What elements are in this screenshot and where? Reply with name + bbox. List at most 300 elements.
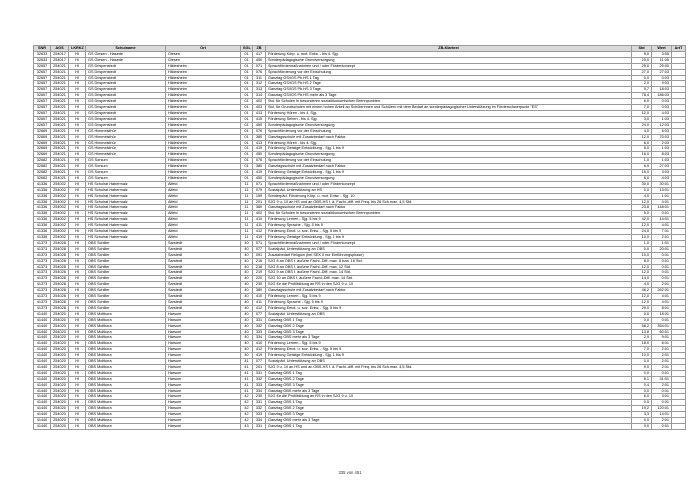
cell-schulname: OBS Moltkora: [86, 353, 166, 359]
cell-zb: 419: [253, 235, 266, 241]
cell-wert: 4:01: [652, 223, 672, 229]
cell-snr: 41440: [34, 353, 51, 359]
column-header-std: Std: [632, 46, 652, 52]
allocation-table: [33, 45, 686, 430]
cell-ags: 254021: [51, 69, 69, 75]
cell-ags: 254002: [51, 199, 69, 205]
cell-wert: 4:01: [652, 299, 672, 305]
cell-snr: 41440: [34, 311, 51, 317]
cell-ort: Sarstedt: [166, 258, 241, 264]
cell-sgl: 11: [241, 235, 253, 241]
cell-zb-klartext: Sonderpädagogische Grundversorgung: [266, 57, 632, 63]
cell-zb-klartext: Ganztag OBS 2 Tage: [266, 406, 632, 412]
cell-sgl: 01: [241, 63, 253, 69]
cell-ort: Harsum: [166, 329, 241, 335]
cell-ort: Hildesheim: [166, 140, 241, 146]
cell-sgl: 42: [241, 406, 253, 412]
cell-lkrkz: HI: [69, 152, 86, 158]
cell-sgl: 41: [241, 359, 253, 365]
cell-wert: 30:01: [652, 181, 672, 187]
cell-ags: 254002: [51, 211, 69, 217]
cell-ags: 254021: [51, 134, 69, 140]
cell-zb: 332: [253, 376, 266, 382]
cell-lkrkz: HI: [69, 329, 86, 335]
cell-zb: 403: [253, 105, 266, 111]
cell-ort: Sarstedt: [166, 276, 241, 282]
cell-snr: 32669: [34, 134, 51, 140]
cell-snr: 41440: [34, 359, 51, 365]
cell-wert: 2:01: [652, 282, 672, 288]
cell-wert: 148:01: [652, 205, 672, 211]
cell-snr: 41373: [34, 270, 51, 276]
cell-lkrkz: HI: [69, 317, 86, 323]
cell-ort: Hildesheim: [166, 152, 241, 158]
cell-wert: 0:01: [652, 258, 672, 264]
cell-ort: Harsum: [166, 412, 241, 418]
cell-schulname: OBS Schiller: [86, 264, 166, 270]
cell-std: 16,0: [632, 152, 652, 158]
cell-ags: 254028: [51, 264, 69, 270]
cell-std: 12,0: [632, 294, 652, 300]
cell-ort: Hildesheim: [166, 105, 241, 111]
cell-sgl: 01: [241, 93, 253, 99]
cell-ort: Sarstedt: [166, 246, 241, 252]
cell-ags: 254028: [51, 299, 69, 305]
cell-sgl: 40: [241, 276, 253, 282]
cell-sgl: 01: [241, 51, 253, 57]
cell-snr: 32657: [34, 116, 51, 122]
cell-wert: 31:01: [652, 376, 672, 382]
cell-sgl: 01: [241, 128, 253, 134]
cell-std: 12,0: [632, 199, 652, 205]
cell-std: 9,0: [632, 51, 652, 57]
cell-ort: Hildesheim: [166, 87, 241, 93]
cell-wert: 11:05: [652, 57, 672, 63]
cell-ags: 254021: [51, 93, 69, 99]
cell-wert: 18:03: [652, 87, 672, 93]
cell-zb-klartext: Förderung Emot. u. soz. Entw. - Sjg. 5 bis 9: [266, 305, 632, 311]
cell-wert: 13:01: [652, 187, 672, 193]
cell-snr: 41440: [34, 335, 51, 341]
cell-zb: 332: [253, 323, 266, 329]
cell-zb-klartext: Zusatzbedarf Religion (bei SEK II nur Einführungsphase): [266, 252, 632, 258]
cell-snr: 41440: [34, 394, 51, 400]
cell-wert: 27:03: [652, 164, 672, 170]
cell-wert: 0:01: [652, 424, 672, 430]
cell-wert: 0:03: [652, 75, 672, 81]
cell-lkrkz: HI: [69, 235, 86, 241]
cell-ort: Harsum: [166, 370, 241, 376]
cell-schulname: OBS Schiller: [86, 246, 166, 252]
cell-snr: 32682: [34, 158, 51, 164]
cell-zb-klartext: Förderung Geistige Entwicklung - Sjg. 1 bis 9: [266, 146, 632, 152]
cell-std: 3,0: [632, 116, 652, 122]
cell-ags: 254021: [51, 110, 69, 116]
cell-lkrkz: HI: [69, 382, 86, 388]
column-header-schulname: Schulname: [86, 46, 166, 52]
cell-ort: Harsum: [166, 311, 241, 317]
cell-snr: 32669: [34, 152, 51, 158]
cell-ort: Alfeld: [166, 211, 241, 217]
cell-ags: 254020: [51, 311, 69, 317]
cell-schulname: OBS Moltkora: [86, 359, 166, 365]
cell-wert: 8:03: [652, 152, 672, 158]
cell-ags: 254020: [51, 359, 69, 365]
cell-lkrkz: HI: [69, 246, 86, 252]
cell-lkrkz: HI: [69, 347, 86, 353]
cell-lkrkz: HI: [69, 93, 86, 99]
cell-zb-klartext: SJG 9 an OBS f. äußere Fachl.-Diff. max. 14 Std.: [266, 270, 632, 276]
cell-wert: 3:03: [652, 170, 672, 176]
cell-zb: 380: [253, 164, 266, 170]
page-number: 335 von 451: [338, 470, 362, 475]
cell-snr: 41336: [34, 217, 51, 223]
cell-sgl: 01: [241, 99, 253, 105]
cell-zb-klartext: Ganztag OBS 1 Tag: [266, 424, 632, 430]
cell-ags: 254002: [51, 235, 69, 241]
cell-schulname: GS Drispenstedt: [86, 116, 166, 122]
cell-zb: 410: [253, 294, 266, 300]
cell-ags: 254020: [51, 412, 69, 418]
cell-lkrkz: HI: [69, 140, 86, 146]
cell-zb: 076: [253, 128, 266, 134]
cell-zb: 402: [253, 211, 266, 217]
cell-zb: 218: [253, 264, 266, 270]
cell-schulname: GS Drispenstedt: [86, 69, 166, 75]
column-header-wert: Wert: [652, 46, 672, 52]
cell-schulname: OBS Moltkora: [86, 329, 166, 335]
cell-ort: Harsum: [166, 323, 241, 329]
cell-ags: 254020: [51, 347, 69, 353]
cell-sgl: 40: [241, 341, 253, 347]
cell-snr: 32669: [34, 128, 51, 134]
cell-wert: 2:01: [652, 382, 672, 388]
cell-zb-klartext: Std. für Schulen in besonderen sozialökonomischen Brennpunkten: [266, 99, 632, 105]
cell-zb: 450: [253, 57, 266, 63]
cell-zb-klartext: Ganztag OBS 3 Tage: [266, 382, 632, 388]
cell-ort: Hildesheim: [166, 69, 241, 75]
cell-zb-klartext: Sonderpädagogische Grundversorgung: [266, 175, 632, 181]
cell-schulname: OBS Moltkora: [86, 406, 166, 412]
cell-lkrkz: HI: [69, 75, 86, 81]
cell-sgl: 40: [241, 335, 253, 341]
cell-sgl: 01: [241, 122, 253, 128]
cell-sgl: 40: [241, 240, 253, 246]
cell-ort: Sarstedt: [166, 240, 241, 246]
cell-zb: 331: [253, 400, 266, 406]
cell-zb: 334: [253, 418, 266, 424]
cell-zb-klartext: Förderung Geistige Entwicklung - Sjg. 1 bis 9: [266, 235, 632, 241]
cell-std: 10,0: [632, 235, 652, 241]
cell-zb-klartext: Ganztag OBS mehr als 3 Tage: [266, 418, 632, 424]
cell-snr: 41373: [34, 246, 51, 252]
cell-sgl: 01: [241, 57, 253, 63]
cell-sgl: 11: [241, 229, 253, 235]
cell-sgl: 01: [241, 164, 253, 170]
cell-zb: 332: [253, 406, 266, 412]
cell-ort: Harsum: [166, 382, 241, 388]
cell-ort: Hildesheim: [166, 93, 241, 99]
cell-lkrkz: HI: [69, 81, 86, 87]
cell-snr: 32669: [34, 146, 51, 152]
cell-snr: 41440: [34, 418, 51, 424]
cell-schulname: HS Schulrat Habermalz: [86, 229, 166, 235]
cell-zb-klartext: Sonderpädagogische Grundversorgung: [266, 152, 632, 158]
cell-ort: Sarstedt: [166, 294, 241, 300]
cell-sgl: 40: [241, 258, 253, 264]
cell-sgl: 01: [241, 152, 253, 158]
cell-zb: 201: [253, 364, 266, 370]
cell-sgl: 40: [241, 305, 253, 311]
cell-lkrkz: HI: [69, 158, 86, 164]
cell-ort: Alfeld: [166, 235, 241, 241]
cell-ags: 254020: [51, 317, 69, 323]
cell-sgl: 01: [241, 105, 253, 111]
cell-ort: Harsum: [166, 406, 241, 412]
cell-std: 12,0: [632, 223, 652, 229]
cell-snr: 41336: [34, 223, 51, 229]
cell-std: 3,3: [632, 412, 652, 418]
cell-zb-klartext: Sozialpäd. Unterstützung an HS: [266, 187, 632, 193]
cell-zb-klartext: Förderung Hören - bis 4. Sjg.: [266, 140, 632, 146]
cell-zb: 076: [253, 158, 266, 164]
cell-zb-klartext: Förderung Hören - bis 4. Sjg.: [266, 110, 632, 116]
cell-std: 8,0: [632, 175, 652, 181]
cell-zb-klartext: Förderung Lernen - Sjg. 5 bis 9: [266, 294, 632, 300]
cell-schulname: OBS Schiller: [86, 288, 166, 294]
cell-zb: 333: [253, 382, 266, 388]
cell-schulname: GS Sorsum: [86, 164, 166, 170]
cell-zb: 077: [253, 246, 266, 252]
cell-lkrkz: HI: [69, 412, 86, 418]
cell-zb: 219: [253, 270, 266, 276]
cell-lkrkz: HI: [69, 264, 86, 270]
cell-wert: 25:00: [652, 63, 672, 69]
cell-snr: 32657: [34, 105, 51, 111]
cell-zb-klartext: Förderung Geistige Entwicklung - Sjg. 1 bis 9: [266, 170, 632, 176]
cell-zb: 071: [253, 63, 266, 69]
cell-sgl: 41: [241, 370, 253, 376]
cell-wert: 0:03: [652, 105, 672, 111]
cell-ags: 254020: [51, 364, 69, 370]
cell-ags: 254017: [51, 57, 69, 63]
cell-std: 29,0: [632, 305, 652, 311]
cell-snr: 32633: [34, 51, 51, 57]
cell-schulname: GS Giesen - Hasede: [86, 51, 166, 57]
cell-zb: 411: [253, 299, 266, 305]
cell-zb: 331: [253, 317, 266, 323]
cell-std: 0,0: [632, 400, 652, 406]
cell-schulname: OBS Schiller: [86, 240, 166, 246]
cell-zb: 417: [253, 51, 266, 57]
cell-std: 14,0: [632, 276, 652, 282]
cell-zb-klartext: Sozialpäd. Unterstützung an OBS: [266, 246, 632, 252]
cell-wert: 1:03: [652, 158, 672, 164]
cell-zb-klartext: Ganztagsschule mit Zusatzbedarf nach Faktor: [266, 288, 632, 294]
cell-lkrkz: HI: [69, 63, 86, 69]
cell-ort: Sarstedt: [166, 252, 241, 258]
cell-wert: 12:03: [652, 122, 672, 128]
cell-snr: 41336: [34, 235, 51, 241]
cell-lkrkz: HI: [69, 424, 86, 430]
cell-schulname: GS Sorsum: [86, 158, 166, 164]
cell-zb: 413: [253, 140, 266, 146]
cell-sgl: 11: [241, 181, 253, 187]
cell-snr: 41440: [34, 341, 51, 347]
cell-lkrkz: HI: [69, 51, 86, 57]
cell-schulname: GS Drispenstedt: [86, 105, 166, 111]
cell-ort: Hildesheim: [166, 158, 241, 164]
cell-ags: 254020: [51, 353, 69, 359]
cell-sgl: 41: [241, 382, 253, 388]
cell-snr: 41373: [34, 282, 51, 288]
cell-snr: 41373: [34, 299, 51, 305]
cell-wert: 2:03: [652, 140, 672, 146]
cell-snr: 41440: [34, 329, 51, 335]
cell-zb-klartext: Sozialpäd. Unterstützung an OBS: [266, 359, 632, 365]
cell-ags: 254021: [51, 128, 69, 134]
cell-ort: Hildesheim: [166, 110, 241, 116]
cell-zb: 076: [253, 69, 266, 75]
cell-zb-klartext: Ganztag GS/IGS Pb.HS 3 Tage: [266, 87, 632, 93]
cell-lkrkz: HI: [69, 229, 86, 235]
cell-zb: 312: [253, 81, 266, 87]
cell-std: 19,2: [632, 406, 652, 412]
cell-schulname: GS Drispenstedt: [86, 75, 166, 81]
cell-sgl: 11: [241, 211, 253, 217]
cell-ags: 254021: [51, 116, 69, 122]
cell-zb-klartext: Ganztag OBS 1 Tag: [266, 370, 632, 376]
cell-wert: 2:01: [652, 359, 672, 365]
cell-sgl: 11: [241, 217, 253, 223]
cell-schulname: GS Drispenstedt: [86, 93, 166, 99]
cell-sgl: 11: [241, 193, 253, 199]
cell-wert: 3:01: [652, 394, 672, 400]
cell-snr: 32657: [34, 69, 51, 75]
cell-ort: Hildesheim: [166, 75, 241, 81]
cell-zb: 071: [253, 240, 266, 246]
cell-ags: 254020: [51, 382, 69, 388]
cell-wert: 0:01: [652, 370, 672, 376]
cell-snr: 41336: [34, 187, 51, 193]
cell-ort: Hildesheim: [166, 146, 241, 152]
cell-ags: 254021: [51, 122, 69, 128]
cell-wert: 8:01: [652, 305, 672, 311]
cell-zb: 380: [253, 288, 266, 294]
cell-zb: 411: [253, 223, 266, 229]
cell-std: 6,0: [632, 99, 652, 105]
cell-sgl: 40: [241, 329, 253, 335]
cell-sgl: 43: [241, 424, 253, 430]
cell-snr: 41440: [34, 364, 51, 370]
cell-wert: 27:03: [652, 69, 672, 75]
table-body: [34, 51, 686, 429]
cell-wert: 6:03: [652, 128, 672, 134]
cell-wert: 70:03: [652, 134, 672, 140]
cell-ags: 254021: [51, 81, 69, 87]
cell-ags: 254021: [51, 175, 69, 181]
cell-zb: 314: [253, 93, 266, 99]
cell-std: 42,0: [632, 217, 652, 223]
cell-ort: Hildesheim: [166, 63, 241, 69]
cell-ags: 254020: [51, 418, 69, 424]
cell-ort: Hildesheim: [166, 128, 241, 134]
cell-std: 58,2: [632, 323, 652, 329]
cell-wert: 0:01: [652, 388, 672, 394]
cell-ort: Alfeld: [166, 229, 241, 235]
cell-ags: 254017: [51, 51, 69, 57]
cell-zb: 450: [253, 175, 266, 181]
cell-schulname: GS Himmelsthür: [86, 146, 166, 152]
cell-schulname: HS Schulrat Habermalz: [86, 223, 166, 229]
cell-ags: 254028: [51, 305, 69, 311]
cell-schulname: OBS Schiller: [86, 294, 166, 300]
cell-snr: 32682: [34, 164, 51, 170]
cell-schulname: OBS Moltkora: [86, 317, 166, 323]
cell-zb-klartext: Ganztag GS/IGS Pb.HS mehr als 3 Tage: [266, 93, 632, 99]
cell-snr: 41373: [34, 252, 51, 258]
cell-sgl: 41: [241, 364, 253, 370]
cell-zb: 077: [253, 311, 266, 317]
cell-wert: 0:01: [652, 264, 672, 270]
cell-sgl: 41: [241, 388, 253, 394]
cell-zb: 071: [253, 181, 266, 187]
cell-ort: Alfeld: [166, 187, 241, 193]
cell-snr: 41336: [34, 193, 51, 199]
cell-wert: 4:03: [652, 110, 672, 116]
cell-sgl: 11: [241, 223, 253, 229]
cell-wert: 186:03: [652, 93, 672, 99]
cell-zb-klartext: Förderung Sehen - bis 4. Sjg.: [266, 116, 632, 122]
cell-std: 0,0: [632, 75, 652, 81]
cell-schulname: OBS Moltkora: [86, 370, 166, 376]
cell-snr: 41440: [34, 347, 51, 353]
cell-std: 13,8: [632, 329, 652, 335]
cell-lkrkz: HI: [69, 341, 86, 347]
cell-sgl: 40: [241, 323, 253, 329]
cell-snr: 41440: [34, 317, 51, 323]
cell-ort: Sarstedt: [166, 270, 241, 276]
cell-schulname: HS Schulrat Habermalz: [86, 205, 166, 211]
cell-ort: Sarstedt: [166, 282, 241, 288]
cell-schulname: OBS Moltkora: [86, 412, 166, 418]
cell-wert: 3:05: [652, 51, 672, 57]
cell-lkrkz: HI: [69, 211, 86, 217]
cell-lkrkz: HI: [69, 299, 86, 305]
cell-ags: 254028: [51, 282, 69, 288]
cell-std: 0,0: [632, 370, 652, 376]
cell-zb-klartext: Ganztag OBS 3 Tage: [266, 329, 632, 335]
cell-ags: 254028: [51, 246, 69, 252]
cell-snr: 41336: [34, 211, 51, 217]
cell-ags: 254028: [51, 270, 69, 276]
cell-sgl: 40: [241, 270, 253, 276]
cell-sgl: 40: [241, 347, 253, 353]
cell-schulname: OBS Moltkora: [86, 382, 166, 388]
cell-zb: 077: [253, 359, 266, 365]
cell-snr: 41440: [34, 412, 51, 418]
cell-zb: 410: [253, 341, 266, 347]
cell-lkrkz: HI: [69, 394, 86, 400]
cell-schulname: GS Drispenstedt: [86, 99, 166, 105]
cell-schulname: GS Drispenstedt: [86, 122, 166, 128]
cell-zb: 216: [253, 258, 266, 264]
cell-wert: 0:01: [652, 252, 672, 258]
cell-wert: 14:01: [652, 217, 672, 223]
cell-ags: 254028: [51, 252, 69, 258]
cell-lkrkz: HI: [69, 164, 86, 170]
cell-snr: 41440: [34, 400, 51, 406]
